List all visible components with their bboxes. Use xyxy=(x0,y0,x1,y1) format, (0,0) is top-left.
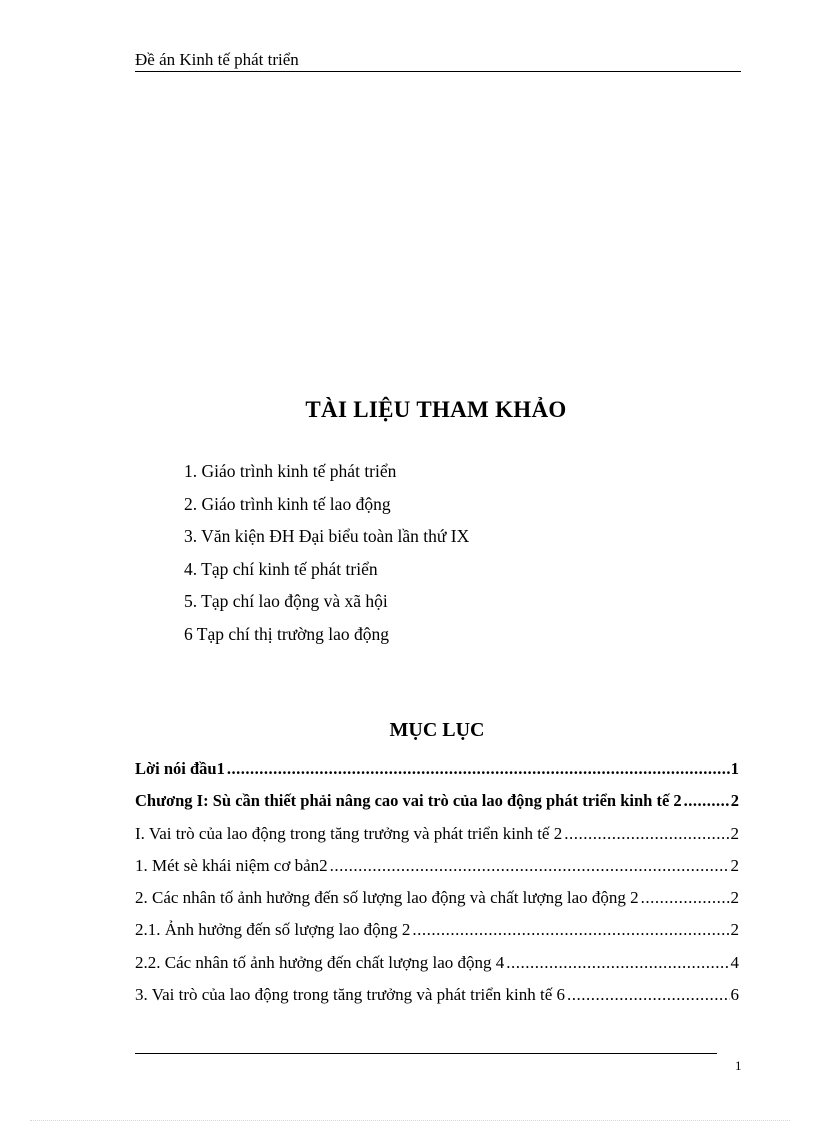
table-of-contents xyxy=(135,757,739,1015)
footer-rule xyxy=(135,1053,717,1054)
toc-entry-page: 4 xyxy=(730,952,739,972)
toc-leader-dots xyxy=(684,789,730,813)
toc-entry-text: I. Vai trò của lao động trong tăng trưởng và phát triển kinh tế 2 xyxy=(135,823,563,843)
reference-item: 5. Tạp chí lao động và xã hội xyxy=(184,591,388,612)
toc-entry[interactable] xyxy=(135,757,739,789)
toc-entry-text: 2.2. Các nhân tố ảnh hưởng đến chất lượng lao động 4 xyxy=(135,952,505,972)
toc-leader-dots xyxy=(567,983,729,1007)
toc-entry-text: Chương I: Sù cần thiết phải nâng cao vai trò của lao động phát triển kinh tế 2 xyxy=(135,791,682,811)
toc-leader-dots xyxy=(227,757,730,781)
toc-entry[interactable] xyxy=(135,983,739,1015)
toc-entry-text: 2.1. Ảnh hưởng đến số lượng lao động 2 xyxy=(135,920,411,940)
toc-entry-text: Lời nói đầu1 xyxy=(135,759,225,778)
toc-entry-page: 2 xyxy=(730,920,739,940)
toc-entry[interactable] xyxy=(135,854,739,886)
header-title: Đề án Kinh tế phát triển xyxy=(135,50,299,69)
references-list xyxy=(184,459,469,655)
page-bottom-edge xyxy=(30,1120,790,1121)
reference-item: 6 Tạp chí thị trường lao động xyxy=(184,623,390,644)
toc-entry[interactable] xyxy=(135,918,739,950)
toc-leader-dots xyxy=(506,951,729,975)
toc-entry-page: 2 xyxy=(730,855,739,875)
toc-entry-text: 2. Các nhân tố ảnh hưởng đến số lượng lao động và chất lượng lao động 2 xyxy=(135,888,639,908)
references-title: TÀI LIỆU THAM KHẢO xyxy=(305,397,567,422)
reference-item: 2. Giáo trình kinh tế lao động xyxy=(184,493,391,514)
reference-item: 3. Văn kiện ĐH Đại biểu toàn lần thứ IX xyxy=(184,526,470,547)
toc-entry-page: 2 xyxy=(730,888,739,908)
toc-entry[interactable] xyxy=(135,886,739,918)
toc-entry-text: 1. Mét sè khái niệm cơ bản2 xyxy=(135,855,328,875)
toc-entry[interactable] xyxy=(135,789,739,821)
reference-item: 1. Giáo trình kinh tế phát triển xyxy=(184,461,397,481)
toc-entry-page: 2 xyxy=(730,791,739,811)
toc-entry-page: 2 xyxy=(730,823,739,843)
toc-entry-page: 6 xyxy=(730,985,739,1005)
toc-entry-page: 1 xyxy=(730,759,739,778)
toc-entry[interactable] xyxy=(135,822,739,854)
toc-leader-dots xyxy=(564,822,729,846)
page-header xyxy=(135,50,741,72)
page-number: 1 xyxy=(735,1058,742,1073)
toc-entry-text: 3. Vai trò của lao động trong tăng trưởng và phát triển kinh tế 6 xyxy=(135,985,566,1005)
toc-entry[interactable] xyxy=(135,951,739,983)
reference-item: 4. Tạp chí kinh tế phát triển xyxy=(184,558,378,579)
toc-leader-dots xyxy=(330,854,730,878)
toc-leader-dots xyxy=(641,886,730,910)
toc-leader-dots xyxy=(412,918,729,942)
toc-title: MỤC LỤC xyxy=(389,719,485,741)
